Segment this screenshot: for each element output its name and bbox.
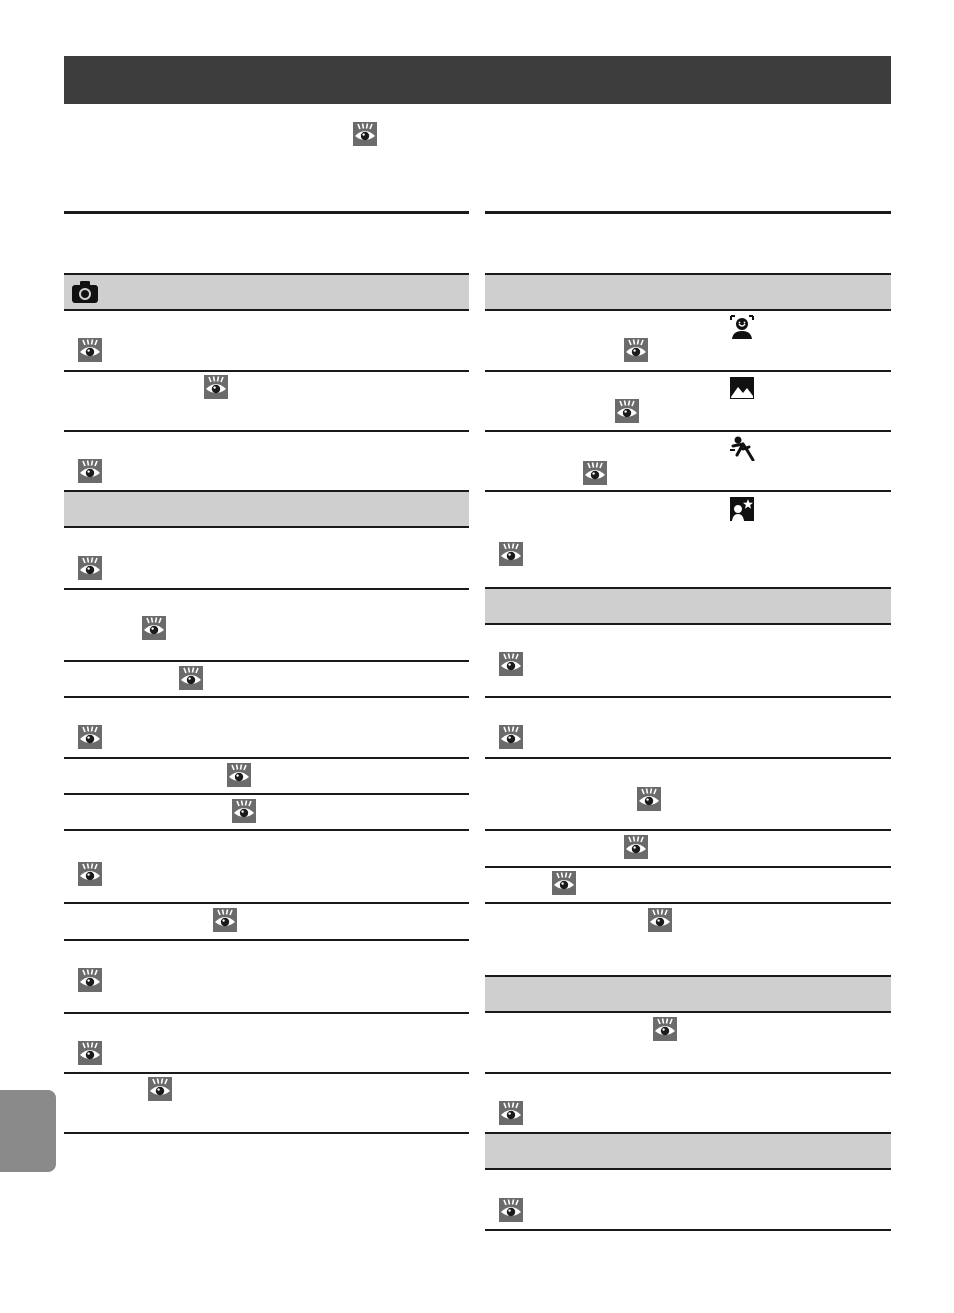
page-reference-icon [648, 908, 672, 932]
page-title-bar [64, 56, 891, 104]
page-reference-icon [227, 763, 251, 787]
page-reference-icon [499, 1101, 523, 1125]
row-divider [64, 696, 469, 698]
column-top-rule [485, 211, 891, 214]
row-divider [485, 1072, 891, 1074]
page-reference-icon [148, 1077, 172, 1101]
row-divider [64, 757, 469, 759]
row-divider [485, 829, 891, 831]
row-divider [485, 490, 891, 492]
row-divider [64, 902, 469, 904]
row-divider [64, 430, 469, 432]
page-reference-icon [583, 461, 607, 485]
section-band [64, 490, 469, 528]
page-reference-icon [653, 1017, 677, 1041]
page-reference-icon [204, 375, 228, 399]
row-divider [485, 866, 891, 868]
page-reference-icon [213, 908, 237, 932]
row-divider [64, 660, 469, 662]
column-bottom-rule [485, 1229, 891, 1231]
page-reference-icon [624, 835, 648, 859]
section-side-tab[interactable] [0, 1090, 56, 1172]
page-reference-icon [624, 338, 648, 362]
page-reference-icon [78, 459, 102, 483]
page-reference-icon [499, 725, 523, 749]
portrait-icon [729, 314, 755, 340]
section-band [485, 1132, 891, 1170]
row-divider [64, 1012, 469, 1014]
page-reference-icon [615, 399, 639, 423]
page-reference-icon [142, 616, 166, 640]
row-divider [64, 939, 469, 941]
section-band-shooting [64, 273, 469, 311]
page-reference-icon [78, 725, 102, 749]
page-reference-icon [78, 338, 102, 362]
camera-icon [71, 280, 99, 304]
page-reference-icon [78, 968, 102, 992]
section-band-scene [485, 273, 891, 311]
page-reference-icon [179, 666, 203, 690]
sports-icon [729, 435, 755, 461]
section-band [485, 975, 891, 1013]
row-divider [64, 793, 469, 795]
page-reference-icon [353, 122, 377, 146]
page-reference-icon [78, 556, 102, 580]
page-reference-icon [78, 1041, 102, 1065]
page-reference-icon [232, 799, 256, 823]
page-reference-icon [499, 652, 523, 676]
row-divider [64, 370, 469, 372]
row-divider [485, 902, 891, 904]
section-band [485, 587, 891, 625]
column-top-rule [64, 211, 469, 214]
row-divider [64, 588, 469, 590]
page-reference-icon [552, 871, 576, 895]
page-reference-icon [499, 1198, 523, 1222]
page-reference-icon [499, 542, 523, 566]
landscape-icon [729, 375, 755, 401]
row-divider [485, 430, 891, 432]
page-reference-icon [78, 862, 102, 886]
row-divider [64, 1072, 469, 1074]
night-portrait-icon [729, 496, 755, 522]
page-reference-icon [637, 787, 661, 811]
row-divider [485, 757, 891, 759]
row-divider [485, 696, 891, 698]
column-bottom-rule [64, 1132, 469, 1134]
row-divider [64, 829, 469, 831]
row-divider [485, 370, 891, 372]
